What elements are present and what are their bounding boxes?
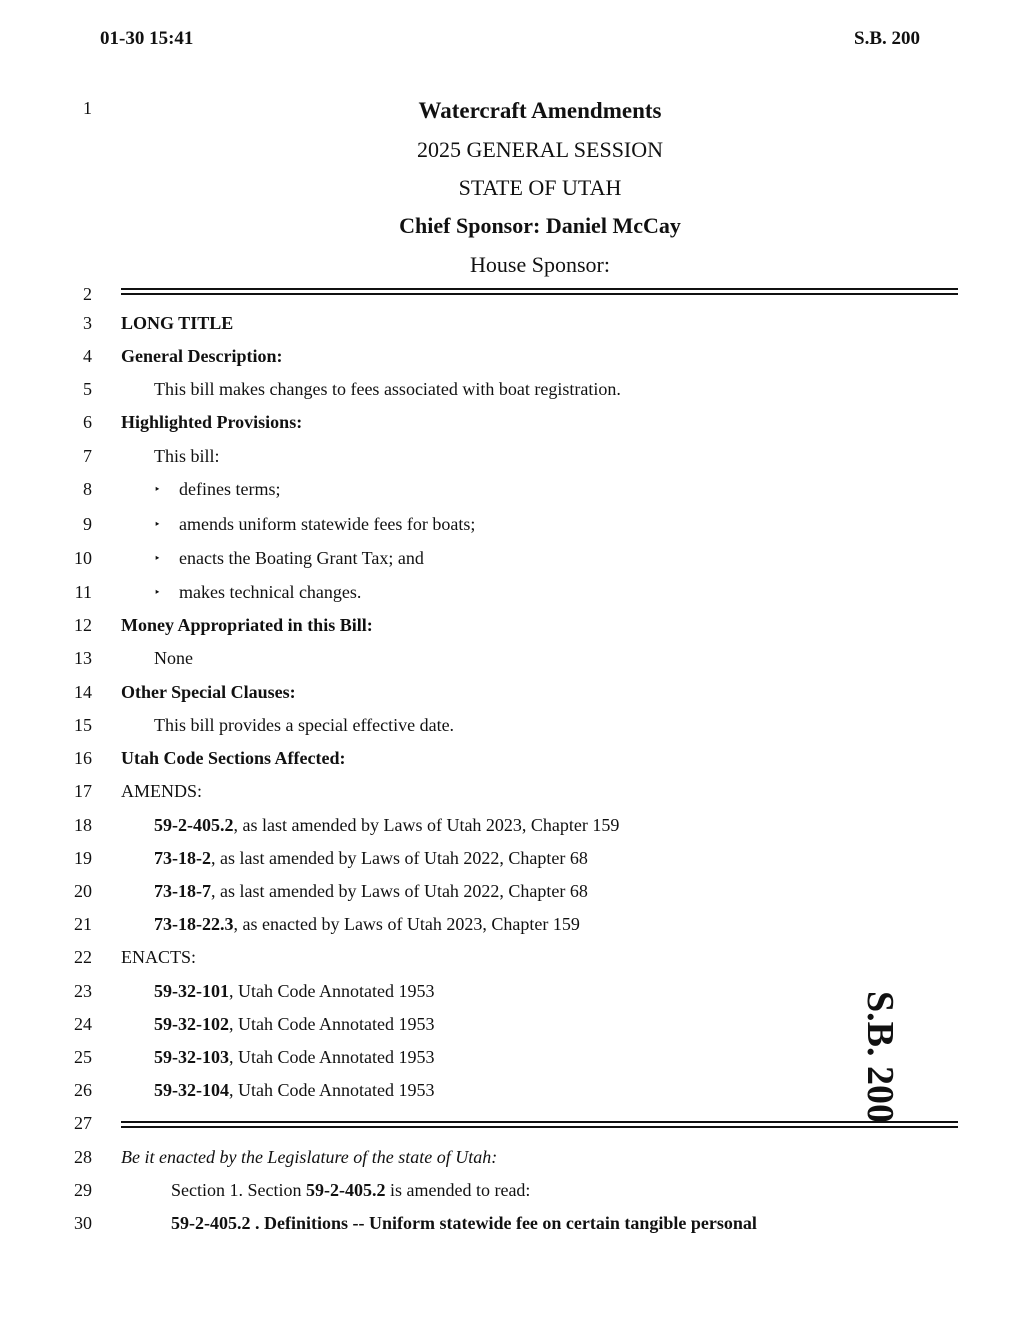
line-number: 24 bbox=[74, 1014, 92, 1034]
line-number: 22 bbox=[74, 947, 92, 967]
sections-affected-heading: Utah Code Sections Affected: bbox=[121, 748, 346, 768]
special-clauses-heading: Other Special Clauses: bbox=[121, 682, 296, 702]
house-sponsor: House Sponsor: bbox=[470, 252, 610, 277]
line-number: 20 bbox=[74, 881, 92, 901]
enacted-section: 59-32-103, Utah Code Annotated 1953 bbox=[154, 1047, 435, 1067]
provision-item: ‣ enacts the Boating Grant Tax; and bbox=[154, 548, 424, 568]
enacted-section: 59-32-104, Utah Code Annotated 1953 bbox=[154, 1080, 435, 1100]
general-description-heading: General Description: bbox=[121, 346, 283, 366]
line-number: 11 bbox=[74, 582, 92, 602]
money-text: None bbox=[154, 648, 193, 668]
long-title-heading: LONG TITLE bbox=[121, 313, 234, 333]
chief-sponsor: Chief Sponsor: Daniel McCay bbox=[399, 213, 681, 238]
line-number: 15 bbox=[74, 715, 92, 735]
section-amendment-line: Section 1. Section 59-2-405.2 is amended to read: bbox=[171, 1180, 531, 1200]
highlighted-provisions-heading: Highlighted Provisions: bbox=[121, 412, 303, 432]
line-number: 4 bbox=[83, 346, 92, 366]
line-number: 23 bbox=[74, 981, 92, 1001]
line-number: 26 bbox=[74, 1080, 92, 1100]
enacting-clause: Be it enacted by the Legislature of the state of Utah: bbox=[121, 1147, 498, 1167]
this-bill-label: This bill: bbox=[154, 446, 220, 466]
side-bill-label: S.B. 200 bbox=[859, 991, 901, 1123]
line-number: 2 bbox=[83, 284, 92, 304]
amended-section: 73-18-2, as last amended by Laws of Utah 2022, Chapter 68 bbox=[154, 848, 588, 868]
provision-item: ‣ defines terms; bbox=[154, 479, 281, 499]
line-number: 28 bbox=[74, 1147, 92, 1167]
enacted-section: 59-32-102, Utah Code Annotated 1953 bbox=[154, 1014, 435, 1034]
provision-item: ‣ amends uniform statewide fees for boats; bbox=[154, 514, 476, 534]
line-number: 6 bbox=[83, 412, 92, 432]
money-heading: Money Appropriated in this Bill: bbox=[121, 615, 373, 635]
enacts-label: ENACTS: bbox=[121, 947, 197, 967]
line-number: 13 bbox=[74, 648, 92, 668]
line-number: 29 bbox=[74, 1180, 92, 1200]
provision-item: ‣ makes technical changes. bbox=[154, 582, 362, 602]
line-number: 5 bbox=[83, 379, 92, 399]
bottom-divider bbox=[121, 1121, 958, 1128]
line-number: 8 bbox=[83, 479, 92, 499]
amended-section: 73-18-7, as last amended by Laws of Utah 2022, Chapter 68 bbox=[154, 881, 588, 901]
line-number: 14 bbox=[74, 682, 92, 702]
bill-title: Watercraft Amendments bbox=[418, 98, 662, 123]
line-number: 9 bbox=[83, 514, 92, 534]
line-number: 30 bbox=[74, 1213, 92, 1233]
line-number: 12 bbox=[74, 615, 92, 635]
amends-label: AMENDS: bbox=[121, 781, 203, 801]
session-label: 2025 GENERAL SESSION bbox=[416, 137, 664, 162]
line-number: 1 bbox=[83, 98, 92, 118]
line-number: 27 bbox=[74, 1113, 92, 1133]
amended-section: 73-18-22.3, as enacted by Laws of Utah 2023, Chapter 159 bbox=[154, 914, 580, 934]
state-label: STATE OF UTAH bbox=[458, 175, 622, 200]
line-number: 16 bbox=[74, 748, 92, 768]
general-description-text: This bill makes changes to fees associated with boat registration. bbox=[154, 379, 621, 399]
header-bill-id: S.B. 200 bbox=[854, 28, 920, 49]
special-clauses-text: This bill provides a special effective date. bbox=[154, 715, 455, 735]
bullet-icon: ‣ bbox=[154, 553, 161, 565]
line-number: 10 bbox=[74, 548, 92, 568]
line-number: 17 bbox=[74, 781, 92, 801]
bullet-icon: ‣ bbox=[154, 484, 161, 496]
line-number: 18 bbox=[74, 815, 92, 835]
line-number: 7 bbox=[83, 446, 92, 466]
top-divider bbox=[121, 288, 958, 295]
line-number: 21 bbox=[74, 914, 92, 934]
enacted-section: 59-32-101, Utah Code Annotated 1953 bbox=[154, 981, 435, 1001]
line-number: 3 bbox=[83, 313, 92, 333]
line-number: 19 bbox=[74, 848, 92, 868]
bullet-icon: ‣ bbox=[154, 587, 161, 599]
header-timestamp: 01-30 15:41 bbox=[100, 28, 194, 49]
bullet-icon: ‣ bbox=[154, 519, 161, 531]
section-heading: 59-2-405.2 . Definitions -- Uniform statewide fee on certain tangible personal bbox=[171, 1213, 757, 1233]
line-number: 25 bbox=[74, 1047, 92, 1067]
amended-section: 59-2-405.2, as last amended by Laws of Utah 2023, Chapter 159 bbox=[154, 815, 620, 835]
